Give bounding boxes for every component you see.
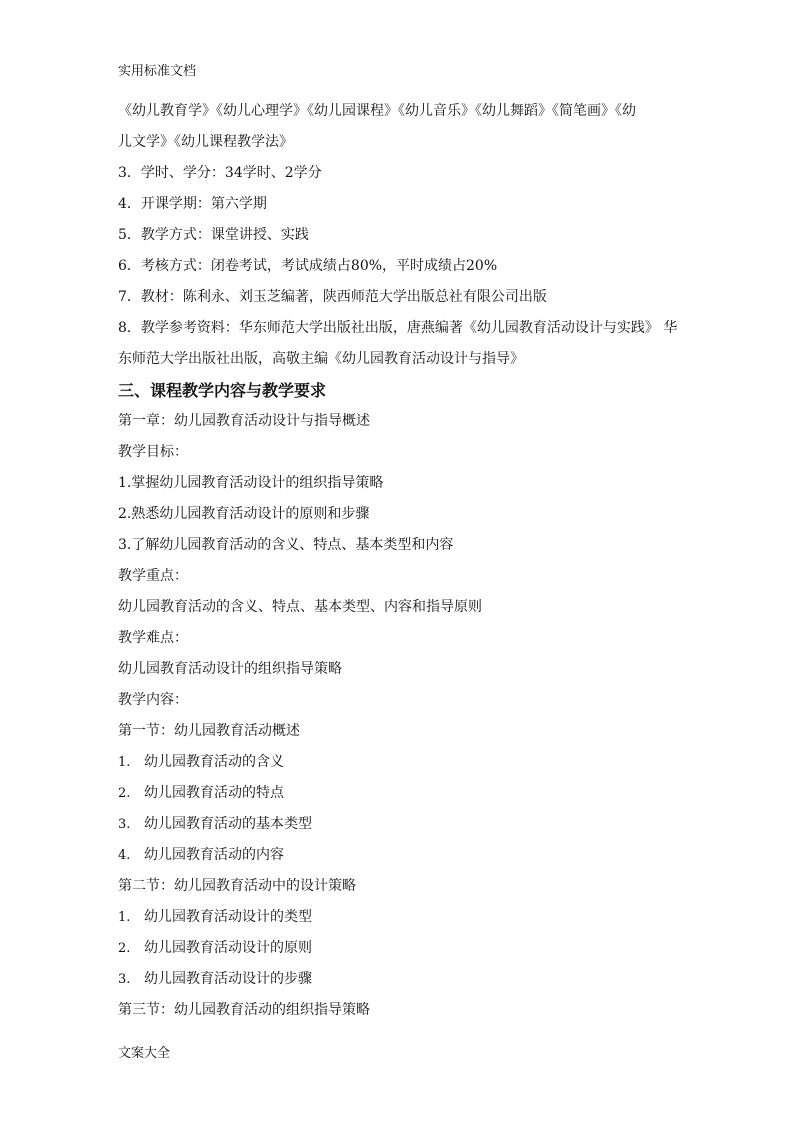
- list-number: 1.: [118, 910, 131, 925]
- section-2-title: 第二节：幼儿园教育活动中的设计策略: [118, 878, 356, 894]
- objective-item: 2.熟悉幼儿园教育活动设计的原则和步骤: [118, 506, 370, 522]
- list-item: [118, 840, 678, 871]
- list-item: [118, 933, 678, 964]
- list-item: [118, 809, 678, 840]
- prerequisite-courses-line-1: 《幼儿教育学》《幼儿心理学》《幼儿园课程》《幼儿音乐》《幼儿舞蹈》《简笔画》《幼: [118, 103, 636, 119]
- list-number: 2.: [118, 786, 131, 801]
- list-item: [118, 964, 678, 995]
- list-item-text: 幼儿园教育活动设计的原则: [144, 940, 312, 956]
- list-item-text: 幼儿园教育活动的基本类型: [144, 816, 312, 832]
- list-number: 4.: [118, 848, 131, 863]
- difficulties-text: 幼儿园教育活动设计的组织指导策略: [118, 661, 342, 677]
- key-points-label: 教学重点：: [118, 568, 188, 584]
- document-body: [118, 96, 678, 1026]
- references-line-1: 8．教学参考资料：华东师范大学出版社出版，唐燕编著《幼儿园教育活动设计与实践》 华: [118, 320, 678, 336]
- objectives-label: 教学目标：: [118, 444, 188, 460]
- list-item-text: 幼儿园教育活动的特点: [144, 785, 284, 801]
- list-number: 3.: [118, 817, 131, 832]
- list-item-text: 幼儿园教育活动的内容: [144, 847, 284, 863]
- section-1-title: 第一节：幼儿园教育活动概述: [118, 723, 300, 739]
- chapter-title: 第一章：幼儿园教育活动设计与指导概述: [118, 413, 370, 429]
- section-heading: 三、课程教学内容与教学要求: [118, 381, 327, 400]
- page-footer: 文案大全: [118, 1046, 171, 1061]
- difficulties-label: 教学难点：: [118, 630, 188, 646]
- objective-item: 3.了解幼儿园教育活动的含义、特点、基本类型和内容: [118, 537, 454, 553]
- list-item-text: 幼儿园教育活动设计的类型: [144, 909, 312, 925]
- list-number: 1.: [118, 755, 131, 770]
- assessment-method: 6．考核方式：闭卷考试，考试成绩占80%，平时成绩占20%: [118, 258, 498, 274]
- list-item: [118, 747, 678, 778]
- textbook: 7．教材：陈利永、刘玉芝编著，陕西师范大学出版总社有限公司出版: [118, 289, 547, 305]
- references-line-2: 东师范大学出版社出版，高敬主编《幼儿园教育活动设计与指导》: [118, 351, 524, 367]
- page-header: 实用标准文档: [118, 64, 197, 79]
- content-label: 教学内容：: [118, 692, 188, 708]
- objective-item: 1.掌握幼儿园教育活动设计的组织指导策略: [118, 475, 384, 491]
- list-item-text: 幼儿园教育活动设计的步骤: [144, 971, 312, 987]
- list-number: 2.: [118, 941, 131, 956]
- list-item: [118, 778, 678, 809]
- list-item: [118, 902, 678, 933]
- prerequisite-courses-line-2: 儿文学》《幼儿课程教学法》: [118, 134, 293, 150]
- teaching-method: 5．教学方式：课堂讲授、实践: [118, 227, 309, 243]
- list-number: 3.: [118, 972, 131, 987]
- key-points-text: 幼儿园教育活动的含义、特点、基本类型、内容和指导原则: [118, 599, 482, 615]
- list-item-text: 幼儿园教育活动的含义: [144, 754, 284, 770]
- section-3-title: 第三节：幼儿园教育活动的组织指导策略: [118, 1002, 370, 1018]
- hours-credits: 3．学时、学分：34学时、2学分: [118, 165, 322, 181]
- semester: 4．开课学期：第六学期: [118, 196, 267, 212]
